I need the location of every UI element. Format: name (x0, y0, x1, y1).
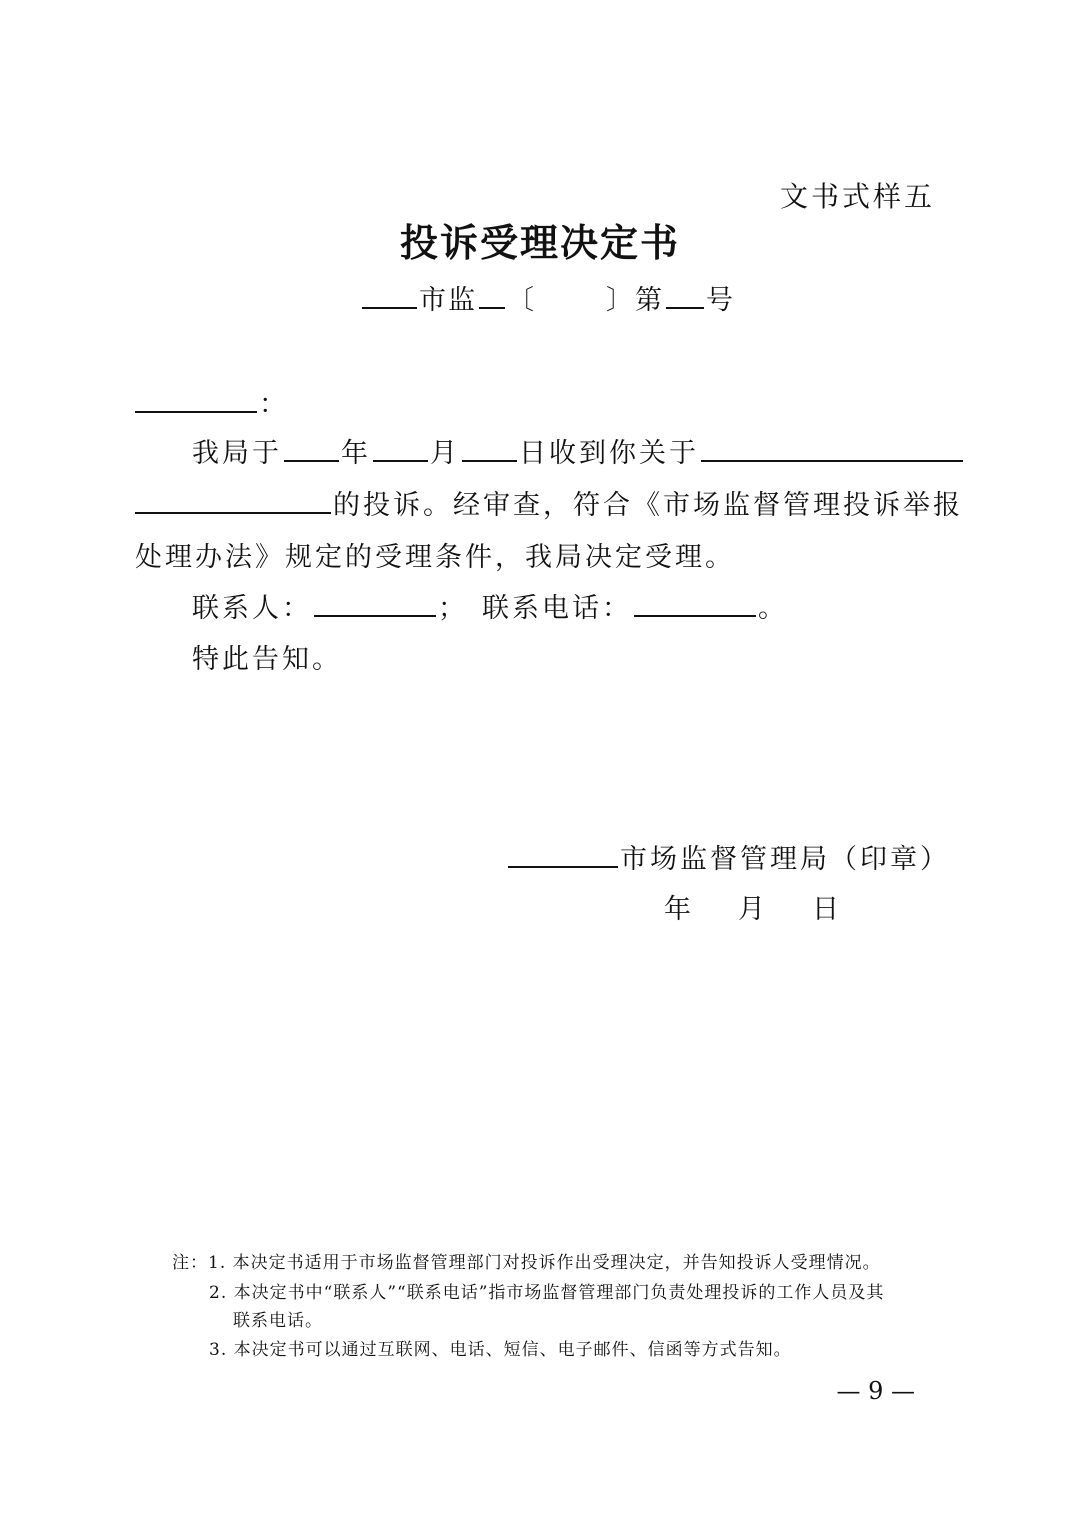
note-line (172, 1248, 881, 1273)
blank-field (666, 283, 704, 309)
blank-field (634, 591, 756, 617)
contact-line (192, 586, 788, 625)
body-text: ； (438, 593, 468, 624)
docno-bracket-open: 〔 (507, 285, 536, 316)
notice-line: 特此告知。 (192, 644, 342, 675)
body-text: 年 (341, 438, 371, 469)
docno-text: 市监 (419, 285, 477, 316)
docno-text: 号 (706, 285, 735, 316)
note-line: 2. 本决定书中“联系人”“联系电话”指市场监督管理部门负责处理投诉的工作人员及其 (209, 1283, 885, 1303)
date-day: 日 (812, 894, 842, 925)
body-text: 的投诉。经审查，符合《市场监督管理投诉举报 (333, 490, 963, 521)
date-year: 年 (664, 894, 694, 925)
blank-field (284, 436, 339, 462)
contact-person-label: 联系人： (192, 593, 312, 624)
blank-field (479, 283, 505, 309)
body-text: 。 (758, 593, 788, 624)
docno-text: 〕第 (606, 285, 664, 316)
document-number-line (360, 278, 735, 317)
body-text: 月 (430, 438, 460, 469)
page-number: — 9 — (836, 1377, 915, 1405)
body-text: 日收到你关于 (519, 438, 699, 469)
blank-field (373, 436, 428, 462)
signature-org: 市场监督管理局（印章） (620, 844, 950, 875)
contact-phone-label: 联系电话： (482, 593, 632, 624)
form-label: 文书式样五 (779, 180, 935, 213)
note-prefix: 注： (172, 1253, 208, 1273)
date-line (664, 887, 842, 926)
note-line: 联系电话。 (233, 1311, 323, 1331)
blank-field (135, 387, 257, 413)
blank-field (508, 842, 618, 868)
date-month: 月 (738, 894, 768, 925)
blank-field (314, 591, 436, 617)
signature-line (508, 837, 950, 876)
note-item: 1. 本决定书适用于市场监督管理部门对投诉作出受理决定，并告知投诉人受理情况。 (208, 1253, 881, 1273)
blank-field (462, 436, 517, 462)
blank-field (135, 488, 331, 514)
document-title: 投诉受理决定书 (399, 220, 680, 265)
addressee-line (135, 382, 289, 421)
note-line: 3. 本决定书可以通过互联网、电话、短信、电子邮件、信函等方式告知。 (209, 1340, 792, 1360)
paragraph-line: 处理办法》规定的受理条件，我局决定受理。 (135, 542, 735, 573)
body-text: 我局于 (192, 438, 282, 469)
addressee-colon: ： (259, 389, 289, 420)
blank-field (701, 436, 963, 462)
blank-field (362, 283, 417, 309)
paragraph-line (192, 431, 965, 470)
paragraph-line (135, 483, 963, 522)
